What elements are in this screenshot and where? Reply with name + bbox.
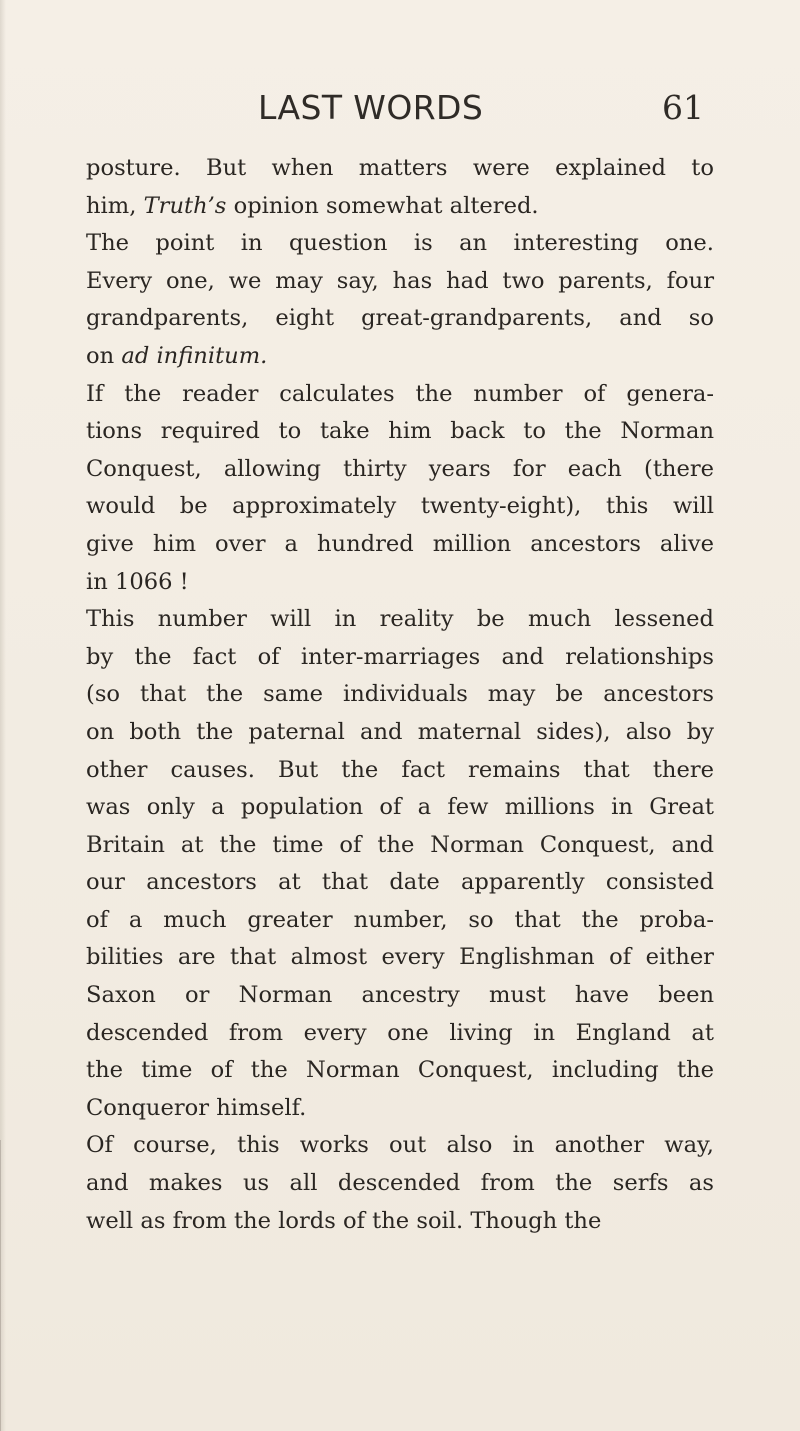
- text-line-roman: Britain at the time of the Norman Conquest, and: [86, 831, 714, 858]
- text-line: [86, 1015, 714, 1053]
- text-line-roman: Of course, this works out also in another way,: [86, 1132, 714, 1159]
- text-line: [86, 225, 714, 263]
- text-line-roman: posture. But when matters were explained to: [86, 155, 714, 181]
- text-line: [86, 676, 714, 714]
- text-line-roman: tions required to take him back to the Norman: [86, 418, 714, 445]
- page-header: [0, 88, 800, 128]
- text-line-roman: in 1066 !: [86, 568, 189, 595]
- text-line: [86, 338, 714, 376]
- text-line: [86, 601, 714, 639]
- text-line-roman: was only a population of a few millions in Great: [86, 794, 714, 821]
- body-text: [86, 150, 714, 1240]
- text-line: [86, 263, 714, 301]
- text-line-roman: the time of the Norman Conquest, including the: [86, 1057, 714, 1084]
- text-line: [86, 789, 714, 827]
- text-line: [86, 752, 714, 790]
- text-line-roman: opinion somewhat altered.: [226, 192, 539, 219]
- text-line-roman: The point in question is an interesting one.: [86, 230, 714, 257]
- text-line: [86, 977, 714, 1015]
- text-line-roman: Saxon or Norman ancestry must have been: [86, 982, 714, 1009]
- text-line: [86, 300, 714, 338]
- text-line-roman: descended from every one living in England at: [86, 1019, 714, 1046]
- text-line-roman: well as from the lords of the soil. Though the: [86, 1207, 602, 1234]
- margin-rule: [0, 1140, 1, 1431]
- text-line-roman: and makes us all descended from the serfs as: [86, 1170, 714, 1197]
- text-line: [86, 1127, 714, 1165]
- running-title: LAST WORDS: [258, 88, 484, 127]
- text-line-roman: on both the paternal and maternal sides), also by: [86, 718, 714, 745]
- text-line: [86, 376, 714, 414]
- text-line-roman: This number will in reality be much lessened: [86, 606, 714, 633]
- text-line-roman: of a much greater number, so that the proba-: [86, 906, 714, 933]
- text-line: [86, 1090, 714, 1128]
- text-line: [86, 564, 714, 602]
- text-line-roman: Conqueror himself.: [86, 1094, 307, 1121]
- text-line: [86, 902, 714, 940]
- text-line-roman: our ancestors at that date apparently consisted: [86, 869, 714, 896]
- text-line: [86, 1165, 714, 1203]
- text-line-italic: Truth’s: [143, 192, 227, 219]
- page-number: 61: [662, 88, 704, 127]
- text-line: [86, 150, 714, 188]
- text-line: [86, 1203, 714, 1241]
- text-line: [86, 1052, 714, 1090]
- text-line: [86, 714, 714, 752]
- text-line: [86, 939, 714, 977]
- text-line: [86, 864, 714, 902]
- text-line: [86, 488, 714, 526]
- text-line-roman: him,: [86, 192, 144, 219]
- text-line: [86, 827, 714, 865]
- text-line-roman: on: [86, 342, 122, 369]
- text-line: [86, 526, 714, 564]
- text-line-roman: by the fact of inter-marriages and relationships: [86, 643, 714, 670]
- text-line-roman: If the reader calculates the number of genera-: [86, 380, 714, 407]
- text-line-roman: bilities are that almost every Englishman of either: [86, 944, 714, 971]
- text-line-roman: (so that the same individuals may be ancestors: [86, 681, 714, 708]
- text-line-roman: give him over a hundred million ancestors alive: [86, 530, 714, 557]
- text-line: [86, 451, 714, 489]
- text-line-roman: would be approximately twenty-eight), this will: [86, 493, 714, 520]
- text-line: [86, 413, 714, 451]
- text-line: [86, 639, 714, 677]
- text-line-roman: Every one, we may say, has had two parents, four: [86, 267, 714, 294]
- text-line-roman: grandparents, eight great-grandparents, and so: [86, 305, 714, 332]
- text-line-italic: ad infinitum.: [121, 342, 268, 369]
- text-line-roman: Conquest, allowing thirty years for each (there: [86, 455, 714, 482]
- text-line-roman: other causes. But the fact remains that there: [86, 756, 714, 783]
- text-line: [86, 188, 714, 226]
